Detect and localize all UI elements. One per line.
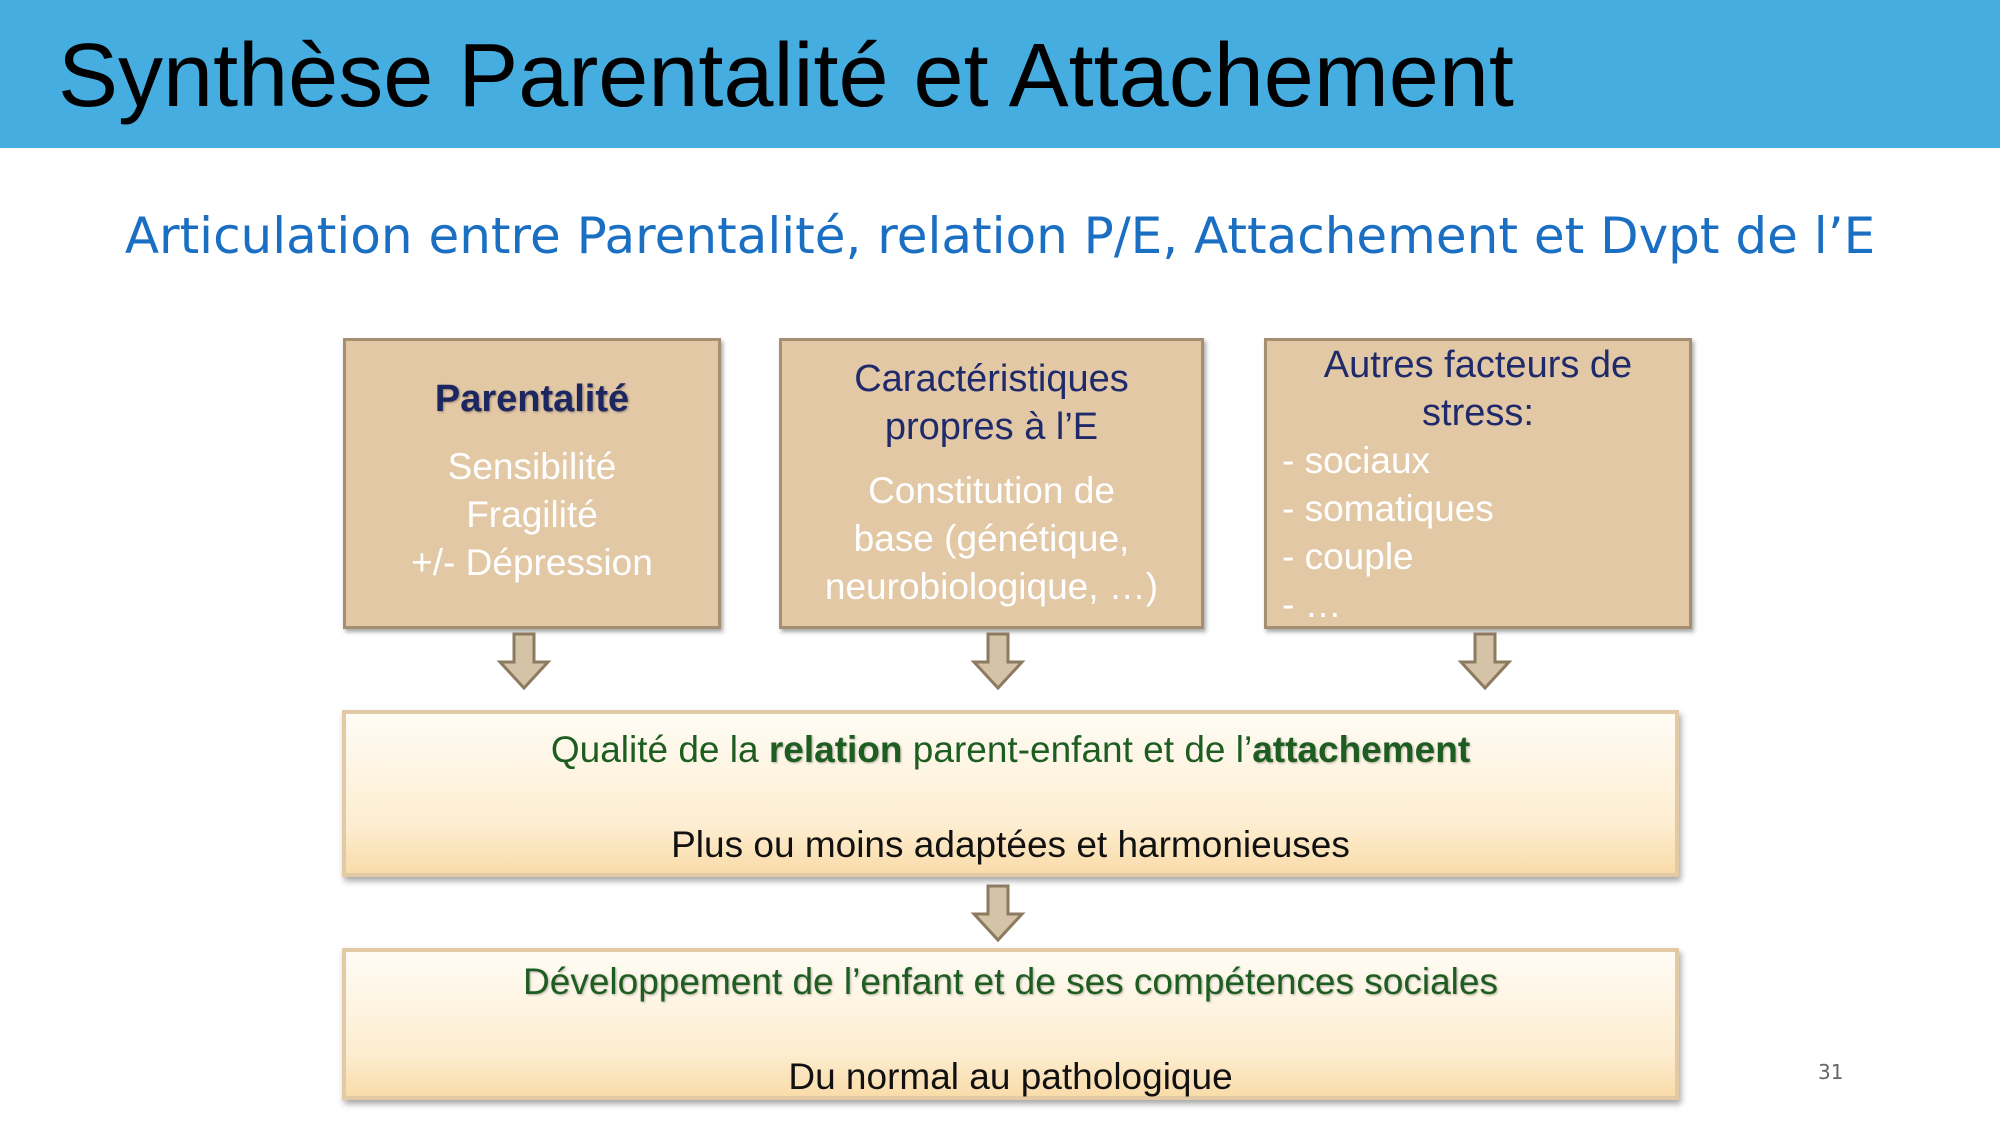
stress-factors-list	[1267, 437, 1689, 629]
relation-attachment-box	[342, 710, 1679, 877]
stress-factor-item: - somatiques	[1282, 488, 1494, 529]
stress-factor-item: - couple	[1282, 536, 1414, 577]
relation-attachment-description: Plus ou moins adaptées et harmonieuses	[671, 824, 1350, 865]
parentality-line-1: Sensibilité	[447, 446, 617, 487]
parentality-line-3: +/- Dépression	[411, 542, 653, 583]
child-characteristics-box	[779, 338, 1204, 629]
slide-title: Synthèse Parentalité et Attachement	[58, 26, 1514, 126]
child-characteristics-line-3: neurobiologique, …)	[824, 566, 1159, 607]
child-characteristics-heading-line-1: Caractéristiques	[854, 358, 1129, 400]
child-development-box	[342, 948, 1679, 1100]
down-arrow-icon	[1457, 632, 1513, 692]
attachment-keyword: attachement	[1252, 729, 1471, 770]
stress-factors-box	[1264, 338, 1692, 629]
title-bar	[0, 0, 2000, 148]
stress-factors-heading-line-2: stress:	[1422, 392, 1534, 434]
down-arrow-icon	[970, 884, 1026, 944]
parentality-heading: Parentalité	[434, 378, 630, 420]
down-arrow-icon	[496, 632, 552, 692]
stress-factors-heading-line-1: Autres facteurs de	[1323, 344, 1633, 386]
child-development-description: Du normal au pathologique	[788, 1056, 1233, 1097]
stress-factor-item: - sociaux	[1282, 440, 1431, 481]
child-development-heading: Développement de l’enfant et de ses compétences sociales	[523, 961, 1498, 1002]
relation-heading-text: Qualité de la	[550, 729, 769, 770]
child-characteristics-heading-line-2: propres à l’E	[884, 406, 1099, 448]
parentality-box	[343, 338, 721, 629]
stress-factor-item: - …	[1282, 584, 1342, 625]
child-characteristics-line-1: Constitution de	[868, 470, 1115, 511]
relation-keyword: relation	[768, 729, 903, 770]
down-arrow-icon	[970, 632, 1026, 692]
child-characteristics-line-2: base (génétique,	[853, 518, 1130, 559]
page-number: 31	[1818, 1060, 1844, 1084]
relation-attachment-heading	[346, 726, 1675, 774]
relation-heading-text: parent-enfant et de l’	[902, 729, 1253, 770]
parentality-line-2: Fragilité	[466, 494, 598, 535]
slide-subtitle: Articulation entre Parentalité, relation P/E, Attachement et Dvpt de l’E	[124, 207, 1876, 265]
